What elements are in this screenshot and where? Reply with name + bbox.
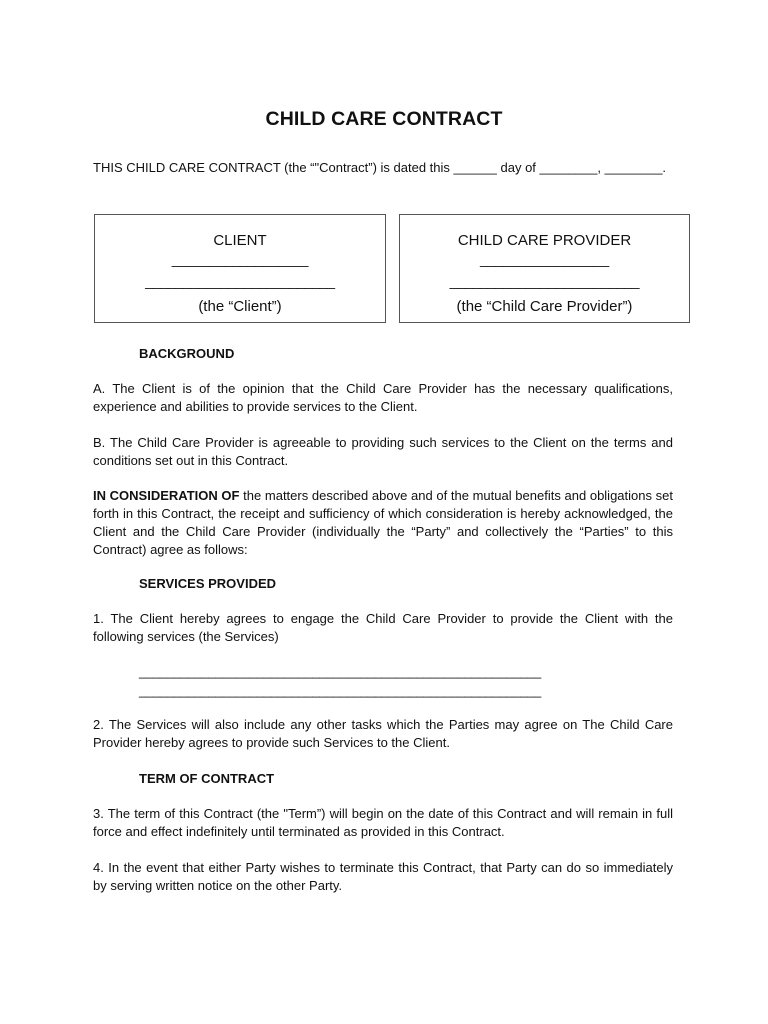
paragraph-2: 2. The Services will also include any other tasks which the Parties may agree on The Child Care Provider hereby agrees to provide such Services to the Client.	[93, 717, 673, 750]
consideration-text: the matters described above and of the mutual benefits and obligations set forth in this Contract, the receipt and sufficiency of which consideration is hereby acknowledged, the Client and the Child Care Provider (individually the “Party” and collectively the “Parties” to this Contract) agree as follows:	[93, 488, 673, 557]
services-heading: SERVICES PROVIDED	[139, 576, 277, 591]
consideration-paragraph	[93, 487, 673, 559]
client-alias: (the “Client”)	[198, 298, 282, 315]
services-blank-line-1: __________________________________________________________	[139, 664, 541, 679]
paragraph-a: A. The Client is of the opinion that the Child Care Provider has the necessary qualifications, experience and abilities to provide services to the Client.	[93, 381, 673, 414]
term-heading: TERM OF CONTRACT	[139, 771, 275, 786]
paragraph-3: 3. The term of this Contract (the "Term”) will begin on the date of this Contract and will remain in full force and effect indefinitely until terminated as provided in this Contract.	[93, 806, 673, 839]
provider-heading: CHILD CARE PROVIDER	[457, 232, 632, 249]
paragraph-b: B. The Child Care Provider is agreeable to providing such services to the Client on the terms and conditions set out in this Contract.	[93, 435, 673, 468]
background-heading: BACKGROUND	[139, 346, 235, 361]
document-title: CHILD CARE CONTRACT	[265, 108, 503, 130]
provider-blank-line-1: _________________	[480, 251, 609, 267]
client-heading: CLIENT	[213, 232, 267, 249]
paragraph-1: 1. The Client hereby agrees to engage the Child Care Provider to provide the Client with the following services (the Services)	[93, 611, 673, 644]
consideration-lead: IN CONSIDERATION OF	[93, 488, 240, 503]
client-box	[94, 214, 386, 323]
provider-blank-line-2: _________________________	[449, 273, 640, 289]
paragraph-4: 4. In the event that either Party wishes to terminate this Contract, that Party can do so immediately by serving written notice on the other Party.	[93, 860, 673, 893]
provider-box	[399, 214, 690, 323]
client-blank-line-1: __________________	[171, 251, 309, 267]
provider-alias: (the “Child Care Provider”)	[456, 298, 633, 315]
services-blank-line-2: __________________________________________________________	[139, 683, 541, 698]
client-blank-line-2: _________________________	[145, 273, 335, 289]
intro-paragraph: THIS CHILD CARE CONTRACT (the “"Contract”) is dated this ______ day of ________, ________.	[93, 160, 667, 175]
